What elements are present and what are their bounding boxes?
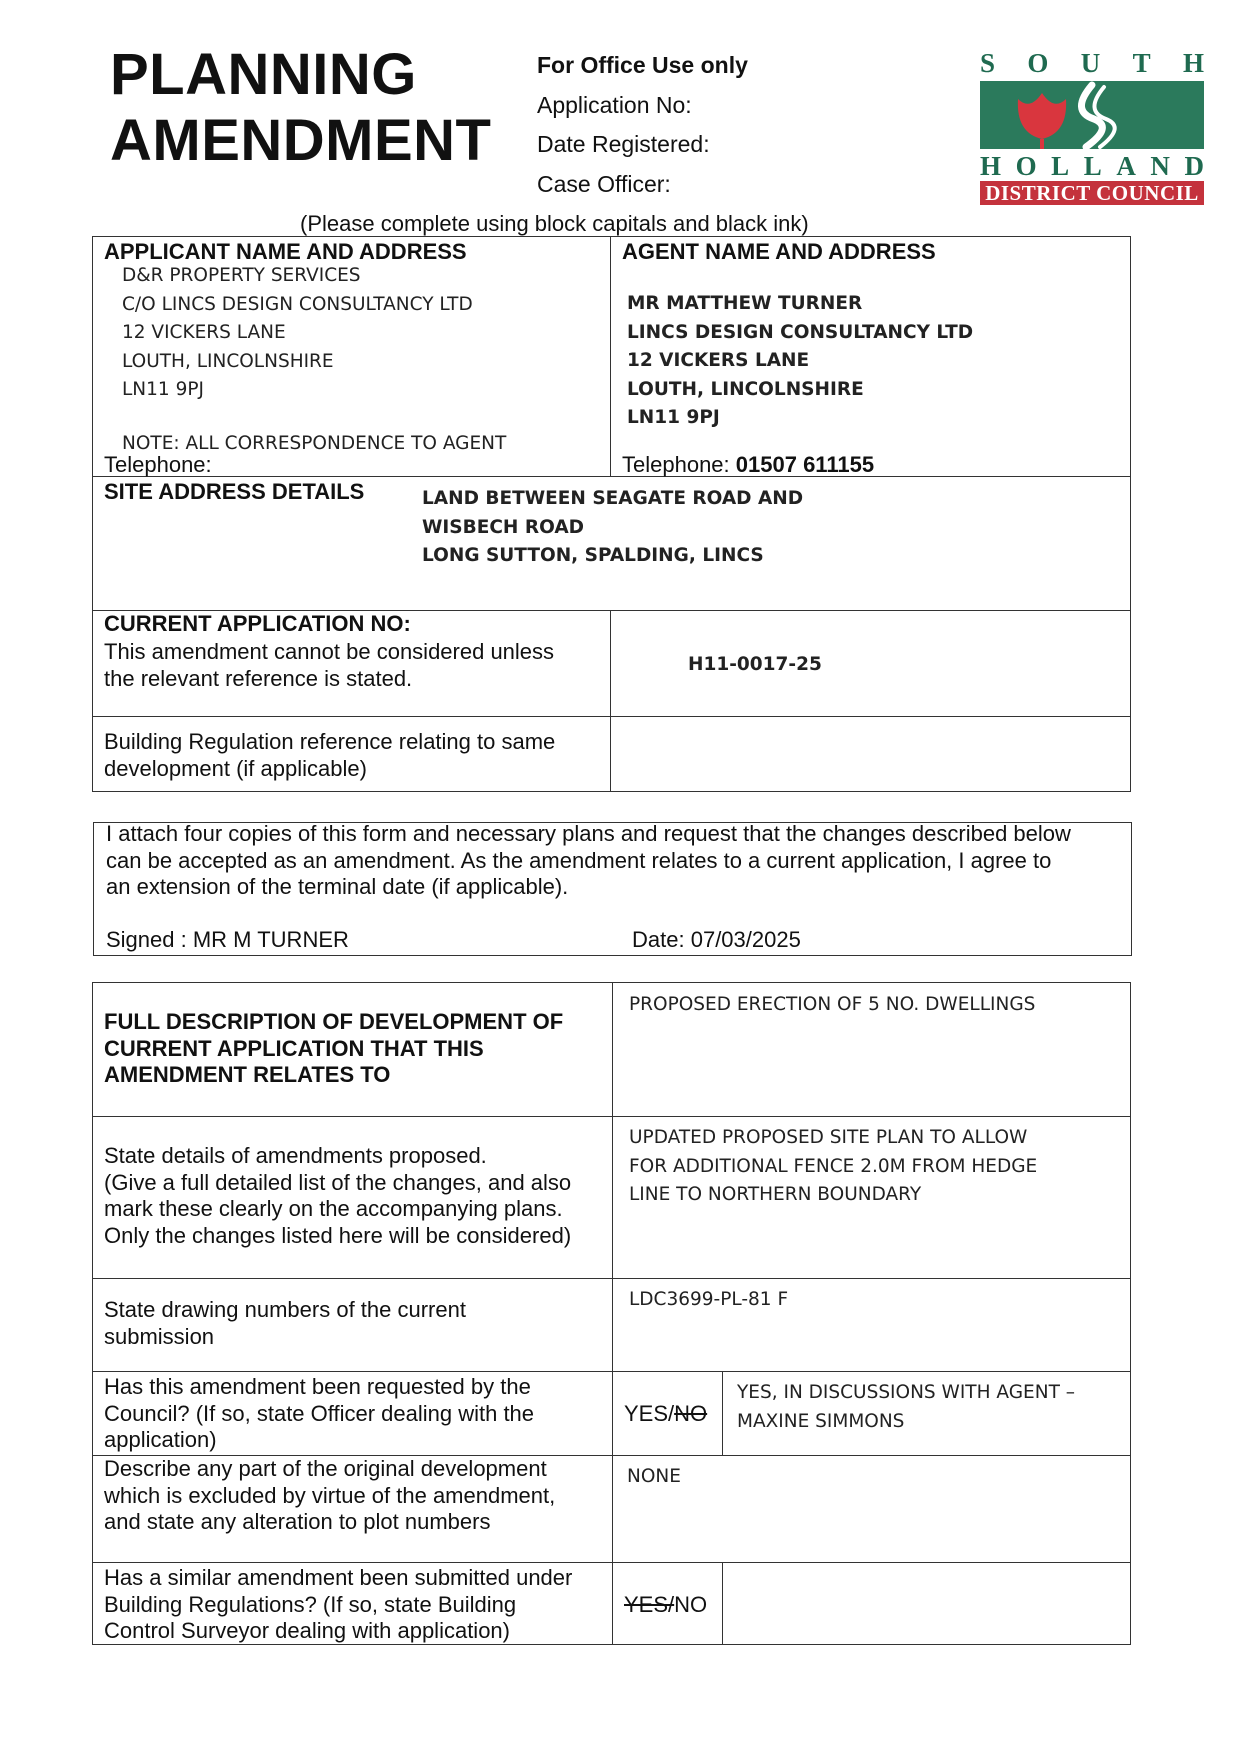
- form-title-line2: AMENDMENT: [110, 108, 492, 173]
- logo-south: S O U T H: [980, 48, 1204, 78]
- signed-field: Signed : MR M TURNER: [106, 927, 349, 952]
- form-title: [110, 42, 491, 174]
- similar-label: Has a similar amendment been submitted under Building Regulations? (If so, state Building Control Surveyor dealing with application): [104, 1565, 573, 1643]
- date-value[interactable]: 07/03/2025: [690, 927, 801, 952]
- current-application-note: This amendment cannot be considered unless the relevant reference is stated.: [104, 639, 555, 691]
- agent-address[interactable]: MR MATTHEW TURNER LINCS DESIGN CONSULTANCY LTD 12 VICKERS LANE LOUTH, LINCOLNSHIRE LN11 9PJ: [627, 293, 974, 428]
- drawings-value[interactable]: LDC3699-PL-81 F: [629, 1289, 789, 1310]
- form-title-line1: PLANNING: [110, 42, 417, 107]
- office-application-no: Application No:: [537, 91, 692, 118]
- logo-holland: H O L L A N D: [980, 151, 1204, 181]
- logo-district-council: DISTRICT COUNCIL: [980, 181, 1204, 205]
- declaration-text: I attach four copies of this form and necessary plans and request that the changes described below can be accepted as an amendment. As the amendment relates to a current application, I agree to an extension of the terminal date (if applicable).: [106, 821, 1071, 899]
- site-address[interactable]: LAND BETWEEN SEAGATE ROAD AND WISBECH ROAD LONG SUTTON, SPALDING, LINCS: [422, 488, 804, 566]
- drawings-label: State drawing numbers of the current submission: [104, 1297, 466, 1349]
- current-application-value[interactable]: H11-0017-25: [688, 654, 822, 675]
- description-label: FULL DESCRIPTION OF DEVELOPMENT OF CURRENT APPLICATION THAT THIS AMENDMENT RELATES TO: [104, 1009, 564, 1087]
- excluded-label: Describe any part of the original development which is excluded by virtue of the amendment, and state any alteration to plot numbers: [104, 1456, 556, 1534]
- office-date-registered: Date Registered:: [537, 131, 710, 157]
- agent-label: AGENT NAME AND ADDRESS: [622, 239, 936, 264]
- requested-value[interactable]: YES, IN DISCUSSIONS WITH AGENT – MAXINE SIMMONS: [737, 1382, 1076, 1432]
- office-use-heading: For Office Use only: [537, 52, 748, 78]
- agent-telephone: Telephone: 01507 611155: [622, 452, 875, 477]
- tulip-icon: [980, 81, 1204, 149]
- excluded-value[interactable]: NONE: [627, 1466, 681, 1487]
- applicant-address[interactable]: D&R PROPERTY SERVICES C/O LINCS DESIGN CONSULTANCY LTD 12 VICKERS LANE LOUTH, LINCOLNSHIRE LN11 9PJ: [122, 265, 473, 400]
- instruction-text: (Please complete using block capitals and black ink): [300, 211, 809, 236]
- current-application-label: CURRENT APPLICATION NO:: [104, 611, 411, 636]
- agent-telephone-value[interactable]: 01507 611155: [735, 452, 875, 477]
- amendments-value[interactable]: UPDATED PROPOSED SITE PLAN TO ALLOW FOR ADDITIONAL FENCE 2.0M FROM HEDGE LINE TO NORTHERN BOUNDARY: [629, 1127, 1038, 1205]
- council-logo: [980, 48, 1204, 208]
- similar-yes-no[interactable]: YES/NO: [624, 1592, 708, 1617]
- amendments-label: State details of amendments proposed. (Give a full detailed list of the changes, and also mark these clearly on the accompanying plans. Only the changes listed here will be considered): [104, 1143, 572, 1248]
- building-reg-label: Building Regulation reference relating to same development (if applicable): [104, 729, 556, 781]
- requested-yes-no[interactable]: YES/NO: [624, 1401, 708, 1426]
- signed-value[interactable]: MR M TURNER: [192, 927, 349, 952]
- office-case-officer: Case Officer:: [537, 170, 671, 197]
- office-use-block: [537, 46, 748, 204]
- applicant-telephone-label: Telephone:: [104, 452, 212, 477]
- date-field: Date: 07/03/2025: [632, 927, 801, 952]
- applicant-label: APPLICANT NAME AND ADDRESS: [104, 239, 467, 264]
- requested-label: Has this amendment been requested by the Council? (If so, state Officer dealing with the application): [104, 1374, 535, 1452]
- site-label: SITE ADDRESS DETAILS: [104, 479, 365, 504]
- description-value[interactable]: PROPOSED ERECTION OF 5 NO. DWELLINGS: [629, 994, 1036, 1015]
- applicant-note: NOTE: ALL CORRESPONDENCE TO AGENT: [122, 433, 507, 454]
